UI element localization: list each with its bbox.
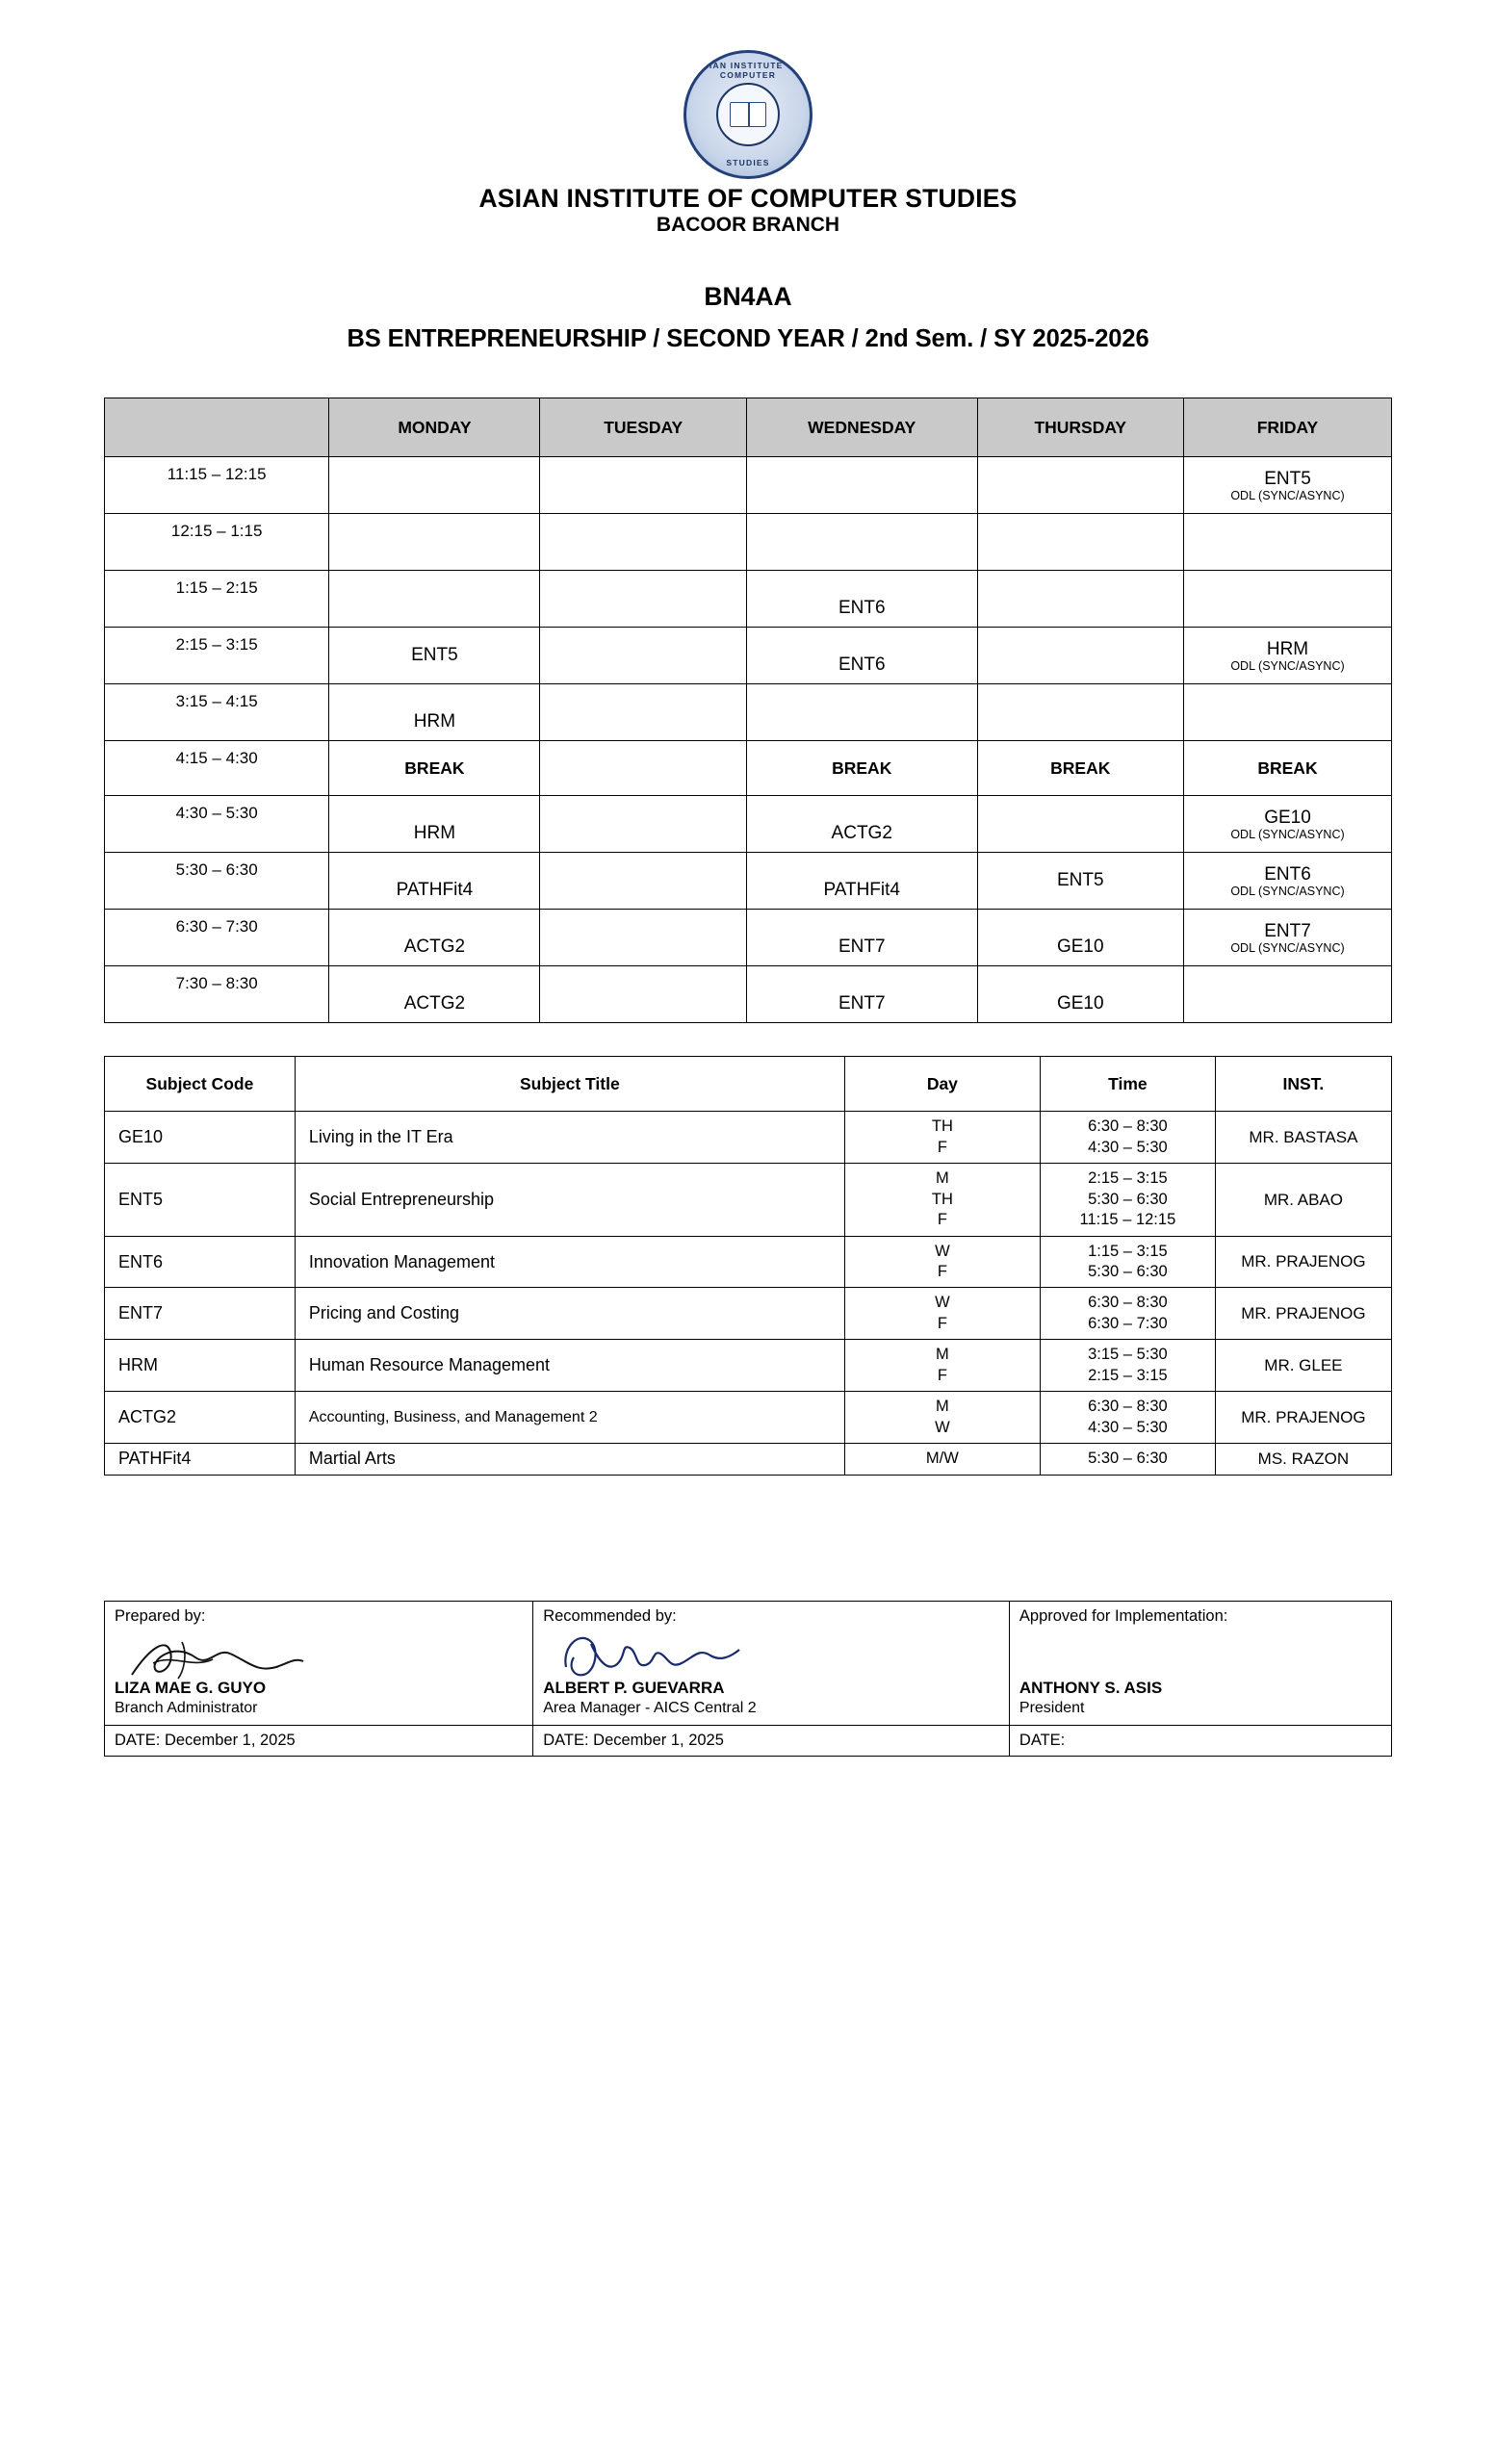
legend-day-value: F (937, 1211, 947, 1229)
approved-by-signature-block (1019, 1627, 1381, 1719)
schedule-subject-code: ENT7 (838, 937, 886, 958)
legend-day-value: TH (931, 1190, 953, 1208)
schedule-odl-note: ODL (SYNC/ASYNC) (1230, 827, 1345, 841)
legend-row (105, 1288, 1392, 1340)
schedule-break-cell: BREAK (1183, 741, 1391, 796)
schedule-empty-cell (1183, 684, 1391, 741)
schedule-table (104, 398, 1392, 1023)
legend-col-instructor: INST. (1215, 1057, 1391, 1112)
legend-instructor: MR. GLEE (1215, 1340, 1391, 1392)
schedule-empty-cell (540, 741, 746, 796)
schedule-empty-cell (329, 514, 540, 571)
schedule-subject-code: GE10 (1056, 993, 1104, 1014)
signature-guyo-icon (124, 1629, 307, 1686)
schedule-empty-cell (540, 514, 746, 571)
schedule-empty-cell (540, 628, 746, 684)
prepared-by-name: LIZA MAE G. GUYO (115, 1678, 267, 1697)
legend-instructor: MS. RAZON (1215, 1444, 1391, 1476)
schedule-odl-note: ODL (SYNC/ASYNC) (1230, 884, 1345, 898)
legend-days (844, 1340, 1040, 1392)
schedule-subject-code: ENT5 (411, 645, 458, 666)
schedule-subject-code: ENT6 (838, 598, 886, 619)
schedule-empty-cell (540, 796, 746, 853)
schedule-subject-cell (746, 853, 977, 910)
schedule-subject-cell (746, 628, 977, 684)
schedule-empty-cell (977, 796, 1183, 853)
legend-time-value: 4:30 – 5:30 (1088, 1138, 1168, 1156)
schedule-corner-cell (105, 398, 329, 457)
schedule-odl-note: ODL (SYNC/ASYNC) (1230, 658, 1345, 673)
schedule-col-friday: FRIDAY (1183, 398, 1391, 457)
schedule-row (105, 910, 1392, 966)
legend-day-value: W (935, 1294, 950, 1312)
schedule-subject-cell (746, 910, 977, 966)
schedule-subject-code: PATHFit4 (396, 880, 474, 901)
schedule-row (105, 684, 1392, 741)
recommended-by-name: ALBERT P. GUEVARRA (543, 1678, 725, 1697)
recommended-by-role: Area Manager - AICS Central 2 (543, 1699, 757, 1716)
legend-subject-code: ACTG2 (105, 1392, 296, 1444)
legend-time-value: 6:30 – 8:30 (1088, 1398, 1168, 1416)
schedule-subject-cell (1183, 628, 1391, 684)
legend-subject-title: Social Entrepreneurship (295, 1164, 844, 1236)
legend-subject-title: Human Resource Management (295, 1340, 844, 1392)
prepared-by-date: DATE: December 1, 2025 (105, 1725, 533, 1756)
legend-time-value: 5:30 – 6:30 (1088, 1263, 1168, 1280)
legend-header-row (105, 1057, 1392, 1112)
schedule-empty-cell (746, 684, 977, 741)
schedule-time-label: 4:15 – 4:30 (105, 741, 329, 796)
legend-day-value: M (936, 1398, 949, 1416)
schedule-subject-code: HRM (413, 823, 456, 844)
legend-day-value: M/W (925, 1450, 959, 1468)
legend-subject-code: GE10 (105, 1112, 296, 1164)
legend-time-value: 6:30 – 8:30 (1088, 1117, 1168, 1136)
legend-time-value: 2:15 – 3:15 (1088, 1366, 1168, 1384)
schedule-empty-cell (540, 684, 746, 741)
schedule-subject-cell (977, 966, 1183, 1023)
seal-inner (716, 83, 780, 146)
approved-by-name: ANTHONY S. ASIS (1019, 1678, 1163, 1697)
prepared-by-cell (105, 1601, 533, 1725)
schedule-col-tuesday: TUESDAY (540, 398, 746, 457)
schedule-subject-cell (977, 853, 1183, 910)
institution-name: ASIAN INSTITUTE OF COMPUTER STUDIES (478, 184, 1018, 213)
schedule-subject-cell (1183, 910, 1391, 966)
schedule-subject-cell (329, 684, 540, 741)
approved-by-role: President (1019, 1699, 1085, 1716)
schedule-subject-cell (746, 571, 977, 628)
schedule-empty-cell (540, 457, 746, 514)
legend-subject-code: HRM (105, 1340, 296, 1392)
legend-subject-title: Accounting, Business, and Management 2 (295, 1392, 844, 1444)
signature-guevarra-icon (553, 1629, 745, 1686)
schedule-subject-cell (1183, 853, 1391, 910)
legend-day-value: W (935, 1242, 950, 1260)
legend-days (844, 1288, 1040, 1340)
legend-days (844, 1236, 1040, 1288)
schedule-subject-cell (1183, 796, 1391, 853)
legend-time-value: 2:15 – 3:15 (1088, 1169, 1168, 1188)
schedule-empty-cell (329, 457, 540, 514)
legend-instructor: MR. PRAJENOG (1215, 1392, 1391, 1444)
legend-subject-title: Living in the IT Era (295, 1112, 844, 1164)
recommended-by-signature-block (543, 1627, 999, 1719)
branch-name: BACOOR BRANCH (656, 214, 840, 237)
schedule-row (105, 853, 1392, 910)
legend-col-subject-code: Subject Code (105, 1057, 296, 1112)
legend-day-value: F (937, 1366, 947, 1384)
schedule-subject-cell (746, 966, 977, 1023)
schedule-subject-cell (329, 853, 540, 910)
legend-days (844, 1444, 1040, 1476)
schedule-time-label: 12:15 – 1:15 (105, 514, 329, 571)
recommended-by-date: DATE: December 1, 2025 (533, 1725, 1010, 1756)
schedule-empty-cell (977, 684, 1183, 741)
signature-date-row (105, 1725, 1392, 1756)
schedule-subject-code: ENT7 (1264, 920, 1311, 941)
schedule-subject-cell (329, 966, 540, 1023)
book-icon (730, 102, 766, 127)
schedule-empty-cell (977, 514, 1183, 571)
schedule-odl-note: ODL (SYNC/ASYNC) (1230, 488, 1345, 502)
prepared-by-label: Prepared by: (115, 1606, 206, 1625)
schedule-break-cell: BREAK (746, 741, 977, 796)
schedule-empty-cell (540, 910, 746, 966)
schedule-subject-cell (329, 910, 540, 966)
legend-col-subject-title: Subject Title (295, 1057, 844, 1112)
program-line: BS ENTREPRENEURSHIP / SECOND YEAR / 2nd Sem. / SY 2025-2026 (347, 325, 1149, 353)
legend-subject-title: Pricing and Costing (295, 1288, 844, 1340)
section-code: BN4AA (704, 282, 792, 312)
legend-time-value: 4:30 – 5:30 (1088, 1418, 1168, 1436)
schedule-time-label: 1:15 – 2:15 (105, 571, 329, 628)
schedule-row (105, 457, 1392, 514)
legend-day-value: TH (931, 1117, 953, 1136)
legend-instructor: MR. ABAO (1215, 1164, 1391, 1236)
schedule-empty-cell (329, 571, 540, 628)
legend-times (1040, 1112, 1215, 1164)
legend-row (105, 1444, 1392, 1476)
schedule-col-monday: MONDAY (329, 398, 540, 457)
schedule-subject-cell (746, 796, 977, 853)
schedule-subject-cell (977, 910, 1183, 966)
seal-top-text: ASIAN INSTITUTE OF COMPUTER (695, 61, 801, 80)
schedule-header-row (105, 398, 1392, 457)
schedule-subject-code: ENT5 (1056, 870, 1104, 891)
approved-by-cell (1009, 1601, 1391, 1725)
legend-times (1040, 1288, 1215, 1340)
legend-subject-code: ENT5 (105, 1164, 296, 1236)
schedule-break-cell: BREAK (977, 741, 1183, 796)
legend-times (1040, 1236, 1215, 1288)
legend-time-value: 3:15 – 5:30 (1088, 1346, 1168, 1364)
legend-row (105, 1236, 1392, 1288)
subject-legend-table (104, 1056, 1392, 1475)
schedule-row (105, 741, 1392, 796)
legend-col-time: Time (1040, 1057, 1215, 1112)
approved-by-label: Approved for Implementation: (1019, 1606, 1228, 1625)
schedule-time-label: 4:30 – 5:30 (105, 796, 329, 853)
schedule-col-wednesday: WEDNESDAY (746, 398, 977, 457)
legend-days (844, 1164, 1040, 1236)
legend-subject-code: PATHFit4 (105, 1444, 296, 1476)
legend-row (105, 1340, 1392, 1392)
schedule-time-label: 3:15 – 4:15 (105, 684, 329, 741)
legend-body (105, 1112, 1392, 1475)
legend-col-day: Day (844, 1057, 1040, 1112)
schedule-time-label: 7:30 – 8:30 (105, 966, 329, 1023)
schedule-subject-cell (1183, 457, 1391, 514)
schedule-subject-code: GE10 (1264, 807, 1311, 828)
prepared-by-signature-block (115, 1627, 523, 1719)
schedule-empty-cell (1183, 571, 1391, 628)
legend-time-value: 1:15 – 3:15 (1088, 1242, 1168, 1260)
recommended-by-cell (533, 1601, 1010, 1725)
legend-time-value: 6:30 – 8:30 (1088, 1294, 1168, 1312)
schedule-empty-cell (1183, 514, 1391, 571)
legend-instructor: MR. PRAJENOG (1215, 1288, 1391, 1340)
legend-row (105, 1112, 1392, 1164)
legend-day-value: F (937, 1263, 947, 1280)
schedule-empty-cell (977, 457, 1183, 514)
legend-time-value: 5:30 – 6:30 (1088, 1190, 1168, 1208)
schedule-row (105, 514, 1392, 571)
schedule-subject-code: ENT5 (1264, 468, 1311, 489)
schedule-row (105, 966, 1392, 1023)
schedule-row (105, 571, 1392, 628)
legend-time-value: 5:30 – 6:30 (1088, 1450, 1168, 1468)
legend-subject-code: ENT6 (105, 1236, 296, 1288)
legend-times (1040, 1444, 1215, 1476)
schedule-subject-code: ACTG2 (403, 993, 466, 1014)
schedule-empty-cell (977, 571, 1183, 628)
schedule-empty-cell (977, 628, 1183, 684)
schedule-time-label: 6:30 – 7:30 (105, 910, 329, 966)
schedule-time-label: 5:30 – 6:30 (105, 853, 329, 910)
schedule-subject-code: HRM (1266, 638, 1309, 659)
schedule-subject-cell (329, 796, 540, 853)
legend-day-value: F (937, 1314, 947, 1332)
schedule-subject-code: GE10 (1056, 937, 1104, 958)
recommended-by-label: Recommended by: (543, 1606, 677, 1625)
legend-time-value: 11:15 – 12:15 (1079, 1211, 1176, 1229)
schedule-empty-cell (746, 514, 977, 571)
legend-instructor: MR. PRAJENOG (1215, 1236, 1391, 1288)
legend-times (1040, 1340, 1215, 1392)
seal-bottom-text: STUDIES (726, 158, 770, 167)
legend-day-value: M (936, 1169, 949, 1188)
schedule-empty-cell (746, 457, 977, 514)
document-header (104, 50, 1392, 238)
schedule-row (105, 628, 1392, 684)
schedule-subject-code: ENT6 (1264, 863, 1311, 885)
schedule-empty-cell (1183, 966, 1391, 1023)
legend-days (844, 1112, 1040, 1164)
school-seal-icon (684, 50, 812, 179)
legend-instructor: MR. BASTASA (1215, 1112, 1391, 1164)
schedule-empty-cell (540, 966, 746, 1023)
schedule-time-label: 2:15 – 3:15 (105, 628, 329, 684)
legend-day-value: F (937, 1138, 947, 1156)
schedule-subject-code: ACTG2 (831, 823, 892, 844)
legend-times (1040, 1392, 1215, 1444)
schedule-col-thursday: THURSDAY (977, 398, 1183, 457)
legend-subject-title: Innovation Management (295, 1236, 844, 1288)
schedule-subject-code: PATHFit4 (823, 880, 900, 901)
schedule-subject-code: HRM (413, 711, 456, 732)
schedule-break-cell: BREAK (329, 741, 540, 796)
schedule-row (105, 796, 1392, 853)
logo-container (104, 50, 1392, 179)
legend-row (105, 1392, 1392, 1444)
schedule-empty-cell (540, 571, 746, 628)
schedule-subject-code: ACTG2 (403, 937, 466, 958)
legend-subject-code: ENT7 (105, 1288, 296, 1340)
schedule-body (105, 457, 1392, 1023)
legend-day-value: M (936, 1346, 949, 1364)
legend-times (1040, 1164, 1215, 1236)
signature-table (104, 1601, 1392, 1757)
legend-days (844, 1392, 1040, 1444)
legend-subject-title: Martial Arts (295, 1444, 844, 1476)
signature-label-row (105, 1601, 1392, 1725)
prepared-by-role: Branch Administrator (115, 1699, 258, 1716)
legend-time-value: 6:30 – 7:30 (1088, 1314, 1168, 1332)
schedule-subject-code: ENT7 (838, 993, 886, 1014)
schedule-subject-code: ENT6 (838, 654, 886, 676)
legend-row (105, 1164, 1392, 1236)
schedule-odl-note: ODL (SYNC/ASYNC) (1230, 940, 1345, 955)
schedule-time-label: 11:15 – 12:15 (105, 457, 329, 514)
legend-day-value: W (935, 1418, 950, 1436)
approved-by-date: DATE: (1009, 1725, 1391, 1756)
schedule-subject-cell (329, 628, 540, 684)
schedule-empty-cell (540, 853, 746, 910)
